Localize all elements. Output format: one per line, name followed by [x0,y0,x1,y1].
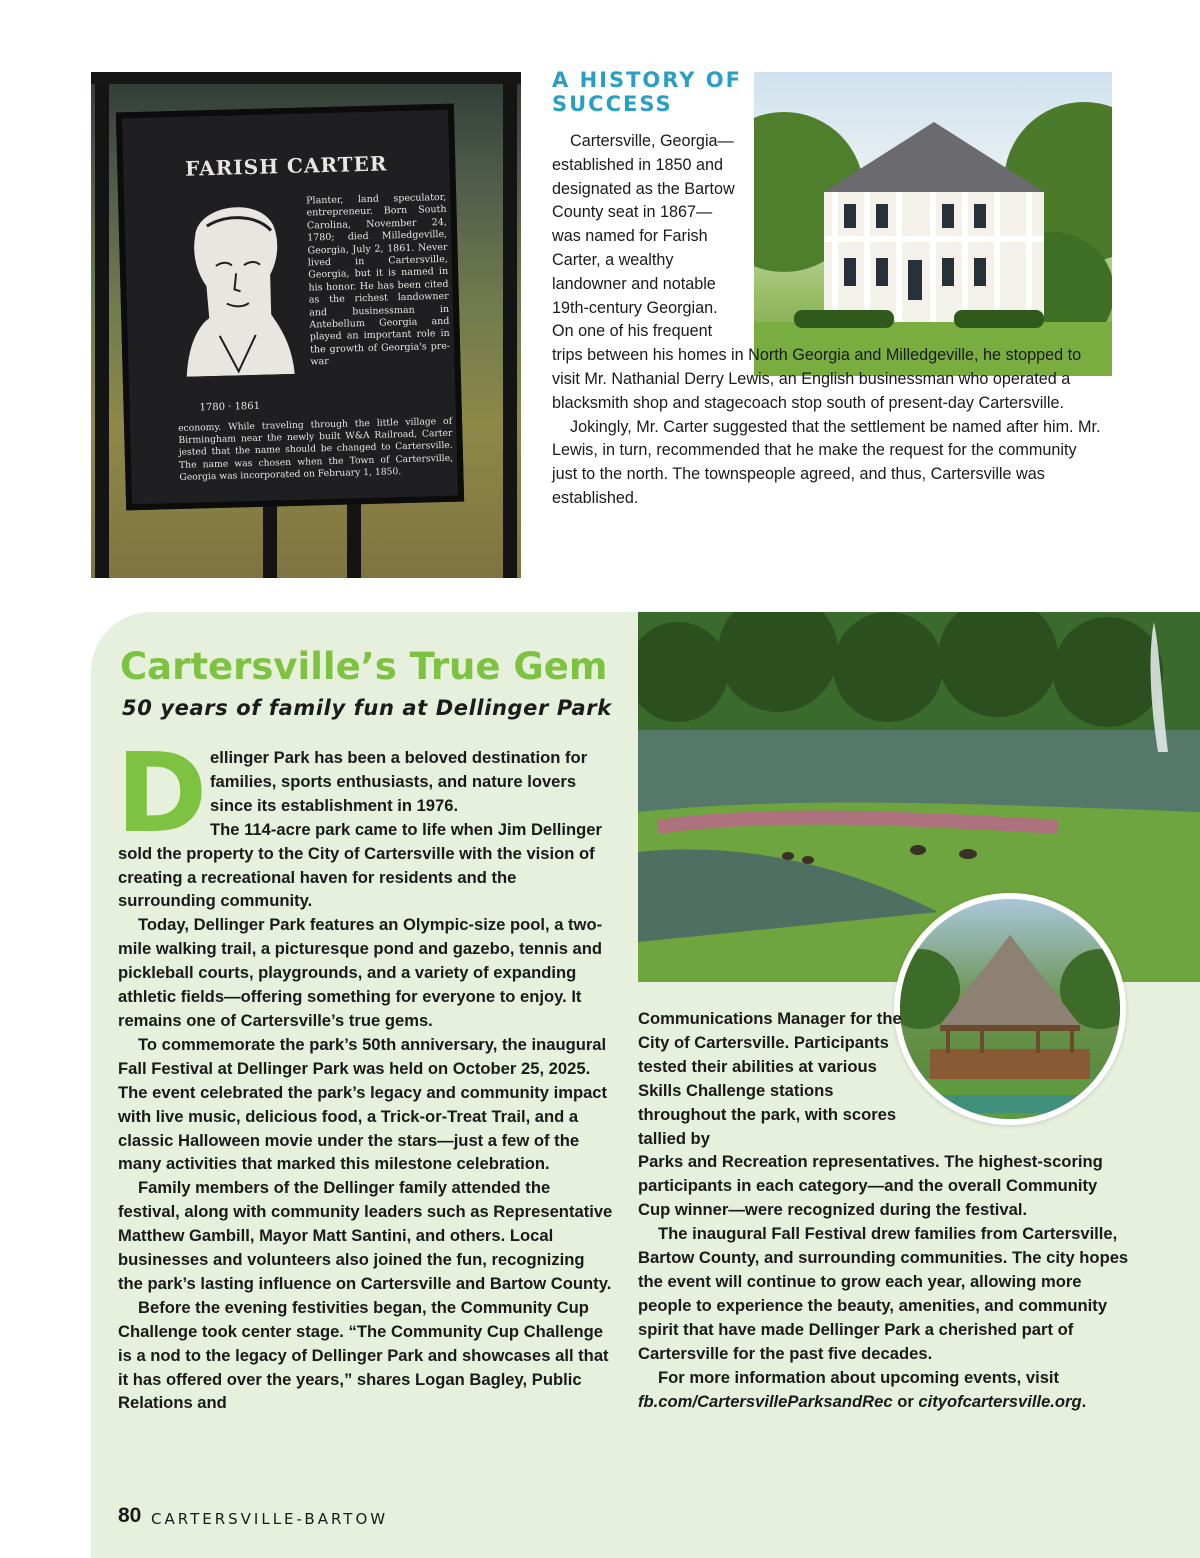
fence-rail [91,72,521,84]
city-website-link[interactable]: cityofcartersville.org [918,1391,1082,1411]
fence-bar [95,72,109,578]
feature-paragraph-7 [638,1366,1133,1414]
feature-paragraph-5-continued-narrow: Communications Manager for the City of Cartersville. Participants tested their abilities at various Skills Challenge stations throughout the park, with scores tallied by [638,1009,902,1148]
feature-paragraph-3: To commemorate the park’s 50th anniversary, the inaugural Fall Festival at Dellinger Park was held on October 25, 2025. The event celebrated the park’s legacy and community impact with live music, delicious food, a Trick-or-Treat Trail, and a classic Halloween movie under the stars—just a few of the many activities that marked this milestone celebration. [118,1034,608,1174]
pond-illustration [638,612,1200,982]
feature-paragraph-4: Family members of the Dellinger family attended the festival, along with community leaders such as Representative Matthew Gambill, Mayor Matt Santini, and others. Local businesses and volunteers also joined the fun, recognizing the park’s lasting influence on Cartersville and Bartow County. [118,1178,613,1293]
history-title: A HISTORY OF SUCCESS [552,68,742,116]
feature-column-left [118,746,614,1415]
feature-paragraph-1-lead: ellinger Park has been a beloved destination for families, sports enthusiasts, and nature lovers since its establishment in 1976. [210,748,588,815]
feature-paragraph-5-continued-wide: Parks and Recreation representatives. The highest-scoring participants in each category—and the overall Community Cup winner—were recognized during the festival. [638,1152,1103,1220]
page-number: 80 [118,1504,142,1527]
history-article [552,130,1102,511]
dellinger-park-pond-photo [638,612,1200,982]
drop-cap: D [116,729,208,857]
history-paragraph-2: Jokingly, Mr. Carter suggested that the settlement be named after him. Mr. Lewis, in turn, recommended that he make the request for the community just to the north. The townspeople agreed, and thus, Cartersville was established. [552,417,1101,507]
closing-period: . [1081,1391,1087,1411]
feature-paragraph-2: Today, Dellinger Park features an Olympic-size pool, a two-mile walking trail, a picturesque pond and gazebo, tennis and pickleball courts, playgrounds, and a variety of expanding athletic fields—offering something for everyone to enjoy. It remains one of Cartersville’s true gems. [118,915,603,1030]
historical-plaque [116,104,464,511]
plaque-text-continued: economy. While traveling through the little village of Birmingham near the newly built W&A Railroad, Carter jested that the name should be changed to Cartersville. The name was chosen when the Town of Cartersville, Georgia was incorporated on February 1, 1850. [177,415,454,483]
portrait-engraving [176,194,297,377]
plaque-title: FARISH CARTER [184,151,388,181]
plaque-text: Planter, land speculator, entrepreneur. Born South Carolina, November 24, 1780; died Milledgeville, Georgia, July 2, 1861. Never lived in Cartersville, Georgia, but it is named in his honor. He has been cited as the richest landowner and businessman in Antebellum Georgia and played an important role in the growth of Georgia's pre-war [306,191,451,368]
history-paragraph-1-wide: trips between his homes in North Georgia and Milledgeville, he stopped to visit Mr. Nathanial Derry Lewis, an English businessman who operated a blacksmith shop and stagecoach stop south of present-day Cartersville. [552,346,1082,412]
feature-column-right [638,1007,1133,1413]
fence-bar [347,492,361,578]
farish-carter-plaque-photo [91,72,521,578]
history-paragraph-1-narrow: Cartersville, Georgia—established in 1850 and designated as the Bartow County seat in 1867—was named for Farish Carter, a wealthy landowner and notable 19th-century Georgian. On one of his frequent [552,132,735,341]
feature-paragraph-6: The inaugural Fall Festival drew families from Cartersville, Bartow County, and surrounding communities. The city hopes the event will continue to grow each year, allowing more people to experience the beauty, amenities, and community spirit that have made Dellinger Park a cherished part of Cartersville for the past five decades. [638,1224,1129,1363]
more-info-text: For more information about upcoming events, visit [658,1367,1060,1387]
feature-paragraph-5: Before the evening festivities began, the Community Cup Challenge took center stage. “The Community Cup Challenge is a nod to the legacy of Dellinger Park and showcases all that it has offered over the years,” shares Logan Bagley, Public Relations and [118,1297,609,1413]
or-text: or [897,1391,914,1411]
feature-title: Cartersville’s True Gem [120,645,608,688]
feature-paragraph-1-rest: The 114-acre park came to life when Jim Dellinger sold the property to the City of Cartersville with the vision of creating a recreational haven for residents and the surrounding community. [118,819,602,911]
magazine-name: CARTERSVILLE-BARTOW [151,1510,389,1528]
feature-subtitle: 50 years of family fun at Dellinger Park [122,696,612,720]
facebook-link[interactable]: fb.com/CartersvilleParksandRec [638,1391,893,1411]
fence-bar [503,72,517,578]
plaque-years: 1780 · 1861 [199,400,261,414]
